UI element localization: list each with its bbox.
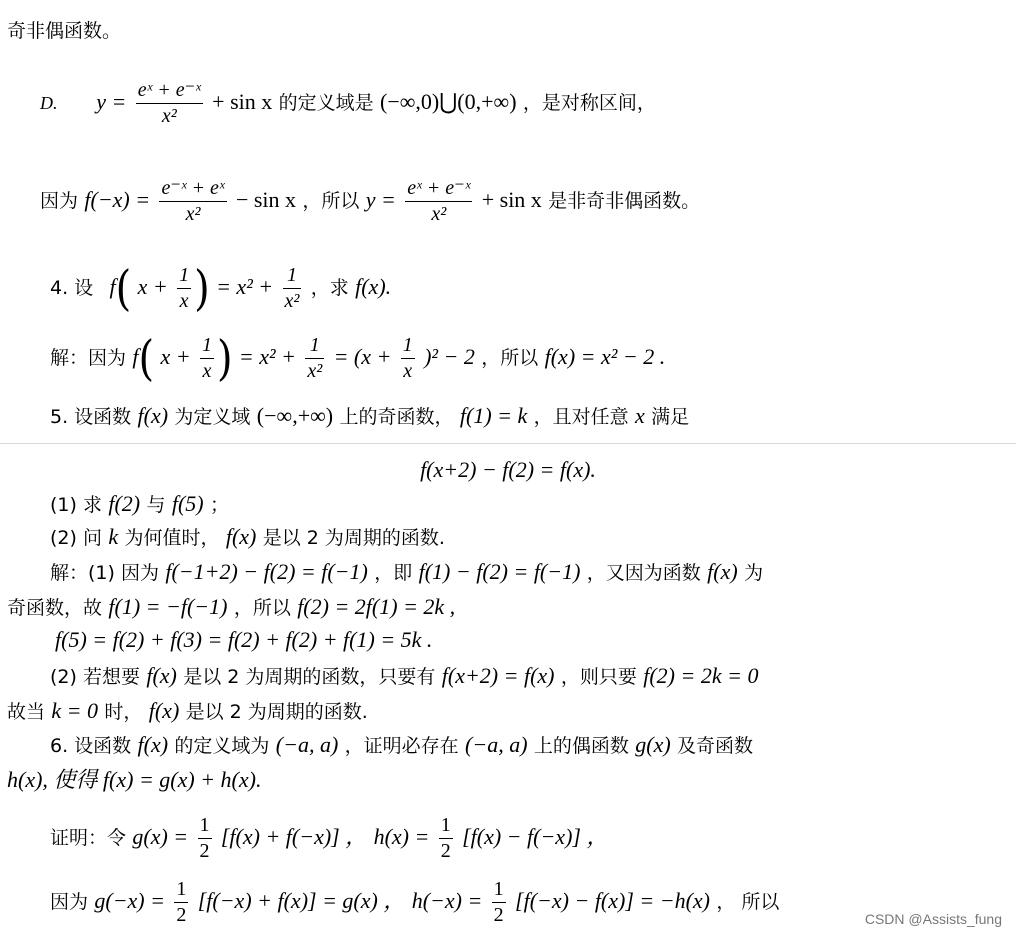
- q4-x-plus: x +: [137, 274, 168, 299]
- s2-b: ，所以: [233, 597, 291, 619]
- sol4-x-plus: x +: [160, 344, 191, 369]
- part-2-label: (2) 问: [50, 527, 102, 549]
- q4-tail: ，求: [310, 277, 349, 299]
- fraction-1-over-x: [177, 263, 191, 314]
- centered-equation: f(x+2) − f(2) = f(x).: [420, 457, 596, 482]
- fraction-numerator: 1: [200, 333, 214, 359]
- part-1-label: (1) 求: [50, 494, 102, 516]
- fraction-numerator: 1: [305, 333, 324, 359]
- domain-tail: ，是对称区间，: [522, 92, 656, 114]
- q5-b: 上的奇函数，: [339, 406, 454, 428]
- s1-d: 为: [744, 562, 764, 584]
- fraction-denominator: 2: [176, 904, 187, 926]
- fraction-denominator: x²: [431, 203, 447, 225]
- domain-text: 的定义域是: [278, 92, 374, 114]
- fx-var: f(x): [225, 524, 257, 549]
- s4-fx: f(x): [146, 663, 177, 688]
- s4-eq2: f(2) = 2k = 0: [643, 663, 759, 688]
- sol4-tail: ，所以: [481, 347, 539, 369]
- q6-c: ，证明必存在: [344, 735, 459, 757]
- fraction-numerator: 1: [401, 333, 415, 359]
- sol4-eq3: )² − 2: [424, 344, 475, 369]
- fraction-numerator: 1: [283, 263, 302, 289]
- q6-label: 6. 设函数: [50, 735, 132, 757]
- question-4: 4. 设 f( x + $\frac{1}{x}$ ) = x² + $\frac{1}{\text{x²}}$ ，求 f(x).: [50, 260, 392, 317]
- fraction-denominator: x²: [161, 105, 177, 127]
- and-text: 与: [146, 494, 166, 516]
- q6-b: 的定义域为: [174, 735, 270, 757]
- sol4-answer: f(x) = x² − 2 .: [544, 344, 666, 369]
- fraction-exp: [405, 176, 472, 227]
- s1-fx: f(x): [707, 559, 738, 584]
- s1-label: 解：(1) 因为: [50, 562, 159, 584]
- h-def: h(x) =: [373, 824, 430, 849]
- so-label: ，所以: [302, 190, 360, 212]
- q5-domain: (−∞,+∞): [256, 403, 334, 428]
- fraction-1-over-x: [200, 333, 214, 384]
- q4-fx: f(x).: [355, 274, 392, 299]
- k-var: k: [108, 524, 119, 549]
- domain-value: (−∞,0)⋃(0,+∞): [380, 89, 517, 114]
- part-1: [50, 493, 229, 515]
- proof-line-1: [50, 813, 608, 864]
- h-neg: h(−x) =: [411, 888, 483, 913]
- part-2: [50, 526, 445, 548]
- proof2-label: 因为: [50, 891, 89, 913]
- s4-eq1: f(x+2) = f(x): [441, 663, 555, 688]
- s1-c: ，又因为函数: [586, 562, 701, 584]
- fraction-denominator: x²: [185, 203, 201, 225]
- solution-5-line-1: [50, 561, 763, 583]
- f2: f(2): [108, 491, 141, 516]
- minus-sin: − sin x: [235, 187, 297, 212]
- fraction-denominator: x: [403, 360, 413, 382]
- s5-label: 故当: [7, 701, 46, 723]
- g-neg-body: [f(−x) + f(x)] = g(x) ，: [197, 888, 406, 913]
- csdn-watermark: CSDN @Assists_fung: [864, 911, 1002, 927]
- sol4-label: 解：因为: [50, 347, 127, 369]
- s2-eq2: f(2) = 2f(1) = 2k ,: [297, 594, 456, 619]
- fraction-denominator: 2: [199, 840, 210, 862]
- s1-b: ，即: [374, 562, 413, 584]
- because-tail: 是非奇非偶函数。: [548, 190, 701, 212]
- fraction-numerator: 1: [439, 813, 453, 839]
- proof-label: 证明：令: [50, 827, 127, 849]
- g-neg: g(−x) =: [94, 888, 165, 913]
- q5-label: 5. 设函数: [50, 406, 132, 428]
- fraction-1-over-x2: [305, 333, 324, 384]
- q4-f: f: [109, 274, 116, 299]
- y-equals: y =: [365, 187, 396, 212]
- q5-c: ，且对任意: [533, 406, 629, 428]
- plus-sin: + sin x: [212, 89, 273, 114]
- proof2-end: ， 所以: [716, 891, 780, 913]
- f-neg-x: f(−x) =: [84, 187, 151, 212]
- solution-4: 解：因为 f( x + $\frac{1}{x}$ ) = x² + $\frac{1}{\text{x²}}$ = (x + $\frac{1}{x}$ )² − 2 ，所以 f(x) = x² − 2 .: [50, 330, 666, 387]
- fraction-numerator: 1: [198, 813, 212, 839]
- solution-5-line-3: f(5) = f(2) + f(3) = f(2) + f(2) + f(1) = 5k .: [55, 627, 433, 652]
- question-5: [50, 405, 689, 427]
- fraction-half: [439, 813, 453, 864]
- s5-eq: k = 0: [51, 698, 98, 723]
- sol4-eq: = x² +: [238, 344, 296, 369]
- fraction-half: [174, 877, 188, 928]
- question-6-line-2: h(x), 使得 f(x) = g(x) + h(x).: [7, 767, 262, 792]
- fraction-denominator: x²: [284, 290, 300, 312]
- fraction-numerator: 1: [174, 877, 188, 903]
- q6-fx: f(x): [137, 732, 169, 757]
- fraction-numerator: 1: [177, 263, 191, 289]
- s4-b: 是以 2 为周期的函数，只要有: [183, 666, 436, 688]
- question-6: [50, 734, 753, 756]
- fraction-numerator: 1: [492, 877, 506, 903]
- h-neg-body: [f(−x) − f(x)] = −h(x): [515, 888, 711, 913]
- fraction-denominator: 2: [440, 840, 451, 862]
- q6-domain-2: (−a, a): [465, 732, 528, 757]
- s5-b: 时，: [104, 701, 143, 723]
- s2-eq1: f(1) = −f(−1): [108, 594, 228, 619]
- solution-5-line-2: [7, 596, 455, 618]
- q5-d: 满足: [651, 406, 690, 428]
- s4-c: ，则只要: [560, 666, 637, 688]
- f5: f(5): [171, 491, 204, 516]
- q6-e: 及奇函数: [677, 735, 754, 757]
- plus-sin: + sin x: [481, 187, 542, 212]
- s4-label: (2) 若想要: [50, 666, 140, 688]
- q4-label: 4. 设: [50, 277, 94, 299]
- q4-eq: = x² +: [216, 274, 274, 299]
- fraction-numerator: eˣ + e⁻ˣ: [405, 176, 472, 202]
- option-d-line: [40, 78, 656, 129]
- option-d-label: D.: [40, 93, 58, 113]
- s1-eq2: f(1) − f(2) = f(−1): [418, 559, 581, 584]
- s1-eq1: f(−1+2) − f(2) = f(−1): [165, 559, 368, 584]
- solution-5-line-4: [50, 665, 758, 687]
- sol4-eq2: = (x +: [333, 344, 392, 369]
- q6-d: 上的偶函数: [533, 735, 629, 757]
- y-equals: y =: [96, 89, 127, 114]
- part-2-mid: 为何值时，: [124, 527, 220, 549]
- fraction-1-over-x: [401, 333, 415, 384]
- q5-x: x: [634, 403, 645, 428]
- part-2-end: 是以 2 为周期的函数.: [262, 527, 445, 549]
- q6-gx: g(x): [635, 732, 671, 757]
- sol4-f: f: [132, 344, 139, 369]
- fraction-denominator: x²: [307, 360, 323, 382]
- text-line-1: 奇非偶函数。: [7, 20, 122, 42]
- q5-fx: f(x): [137, 403, 169, 428]
- fraction-exp: [136, 78, 203, 129]
- solution-5-line-5: [7, 700, 368, 722]
- page-divider: [0, 443, 1016, 444]
- fraction-numerator: e⁻ˣ + eˣ: [159, 176, 226, 202]
- s2-label: 奇函数，故: [7, 597, 103, 619]
- h-body: [f(x) − f(−x)] ，: [462, 824, 609, 849]
- g-body: [f(x) + f(−x)] ，: [220, 824, 368, 849]
- fraction-1-over-x2: [283, 263, 302, 314]
- s5-c: 是以 2 为周期的函数.: [185, 701, 368, 723]
- proof-line-2: [50, 877, 779, 928]
- fraction-denominator: x: [179, 290, 189, 312]
- g-def: g(x) =: [132, 824, 189, 849]
- fraction-denominator: x: [202, 360, 212, 382]
- fraction-neg: [159, 176, 226, 227]
- fraction-half: [492, 877, 506, 928]
- fraction-half: [198, 813, 212, 864]
- fraction-numerator: eˣ + e⁻ˣ: [136, 78, 203, 104]
- q6-domain: (−a, a): [275, 732, 339, 757]
- q5-a: 为定义域: [174, 406, 251, 428]
- part-1-end: ；: [209, 494, 229, 516]
- because-label: 因为: [40, 190, 79, 212]
- s5-fx: f(x): [148, 698, 180, 723]
- q5-f1: f(1) = k: [459, 403, 528, 428]
- fraction-denominator: 2: [493, 904, 504, 926]
- because-line-1: [40, 176, 700, 227]
